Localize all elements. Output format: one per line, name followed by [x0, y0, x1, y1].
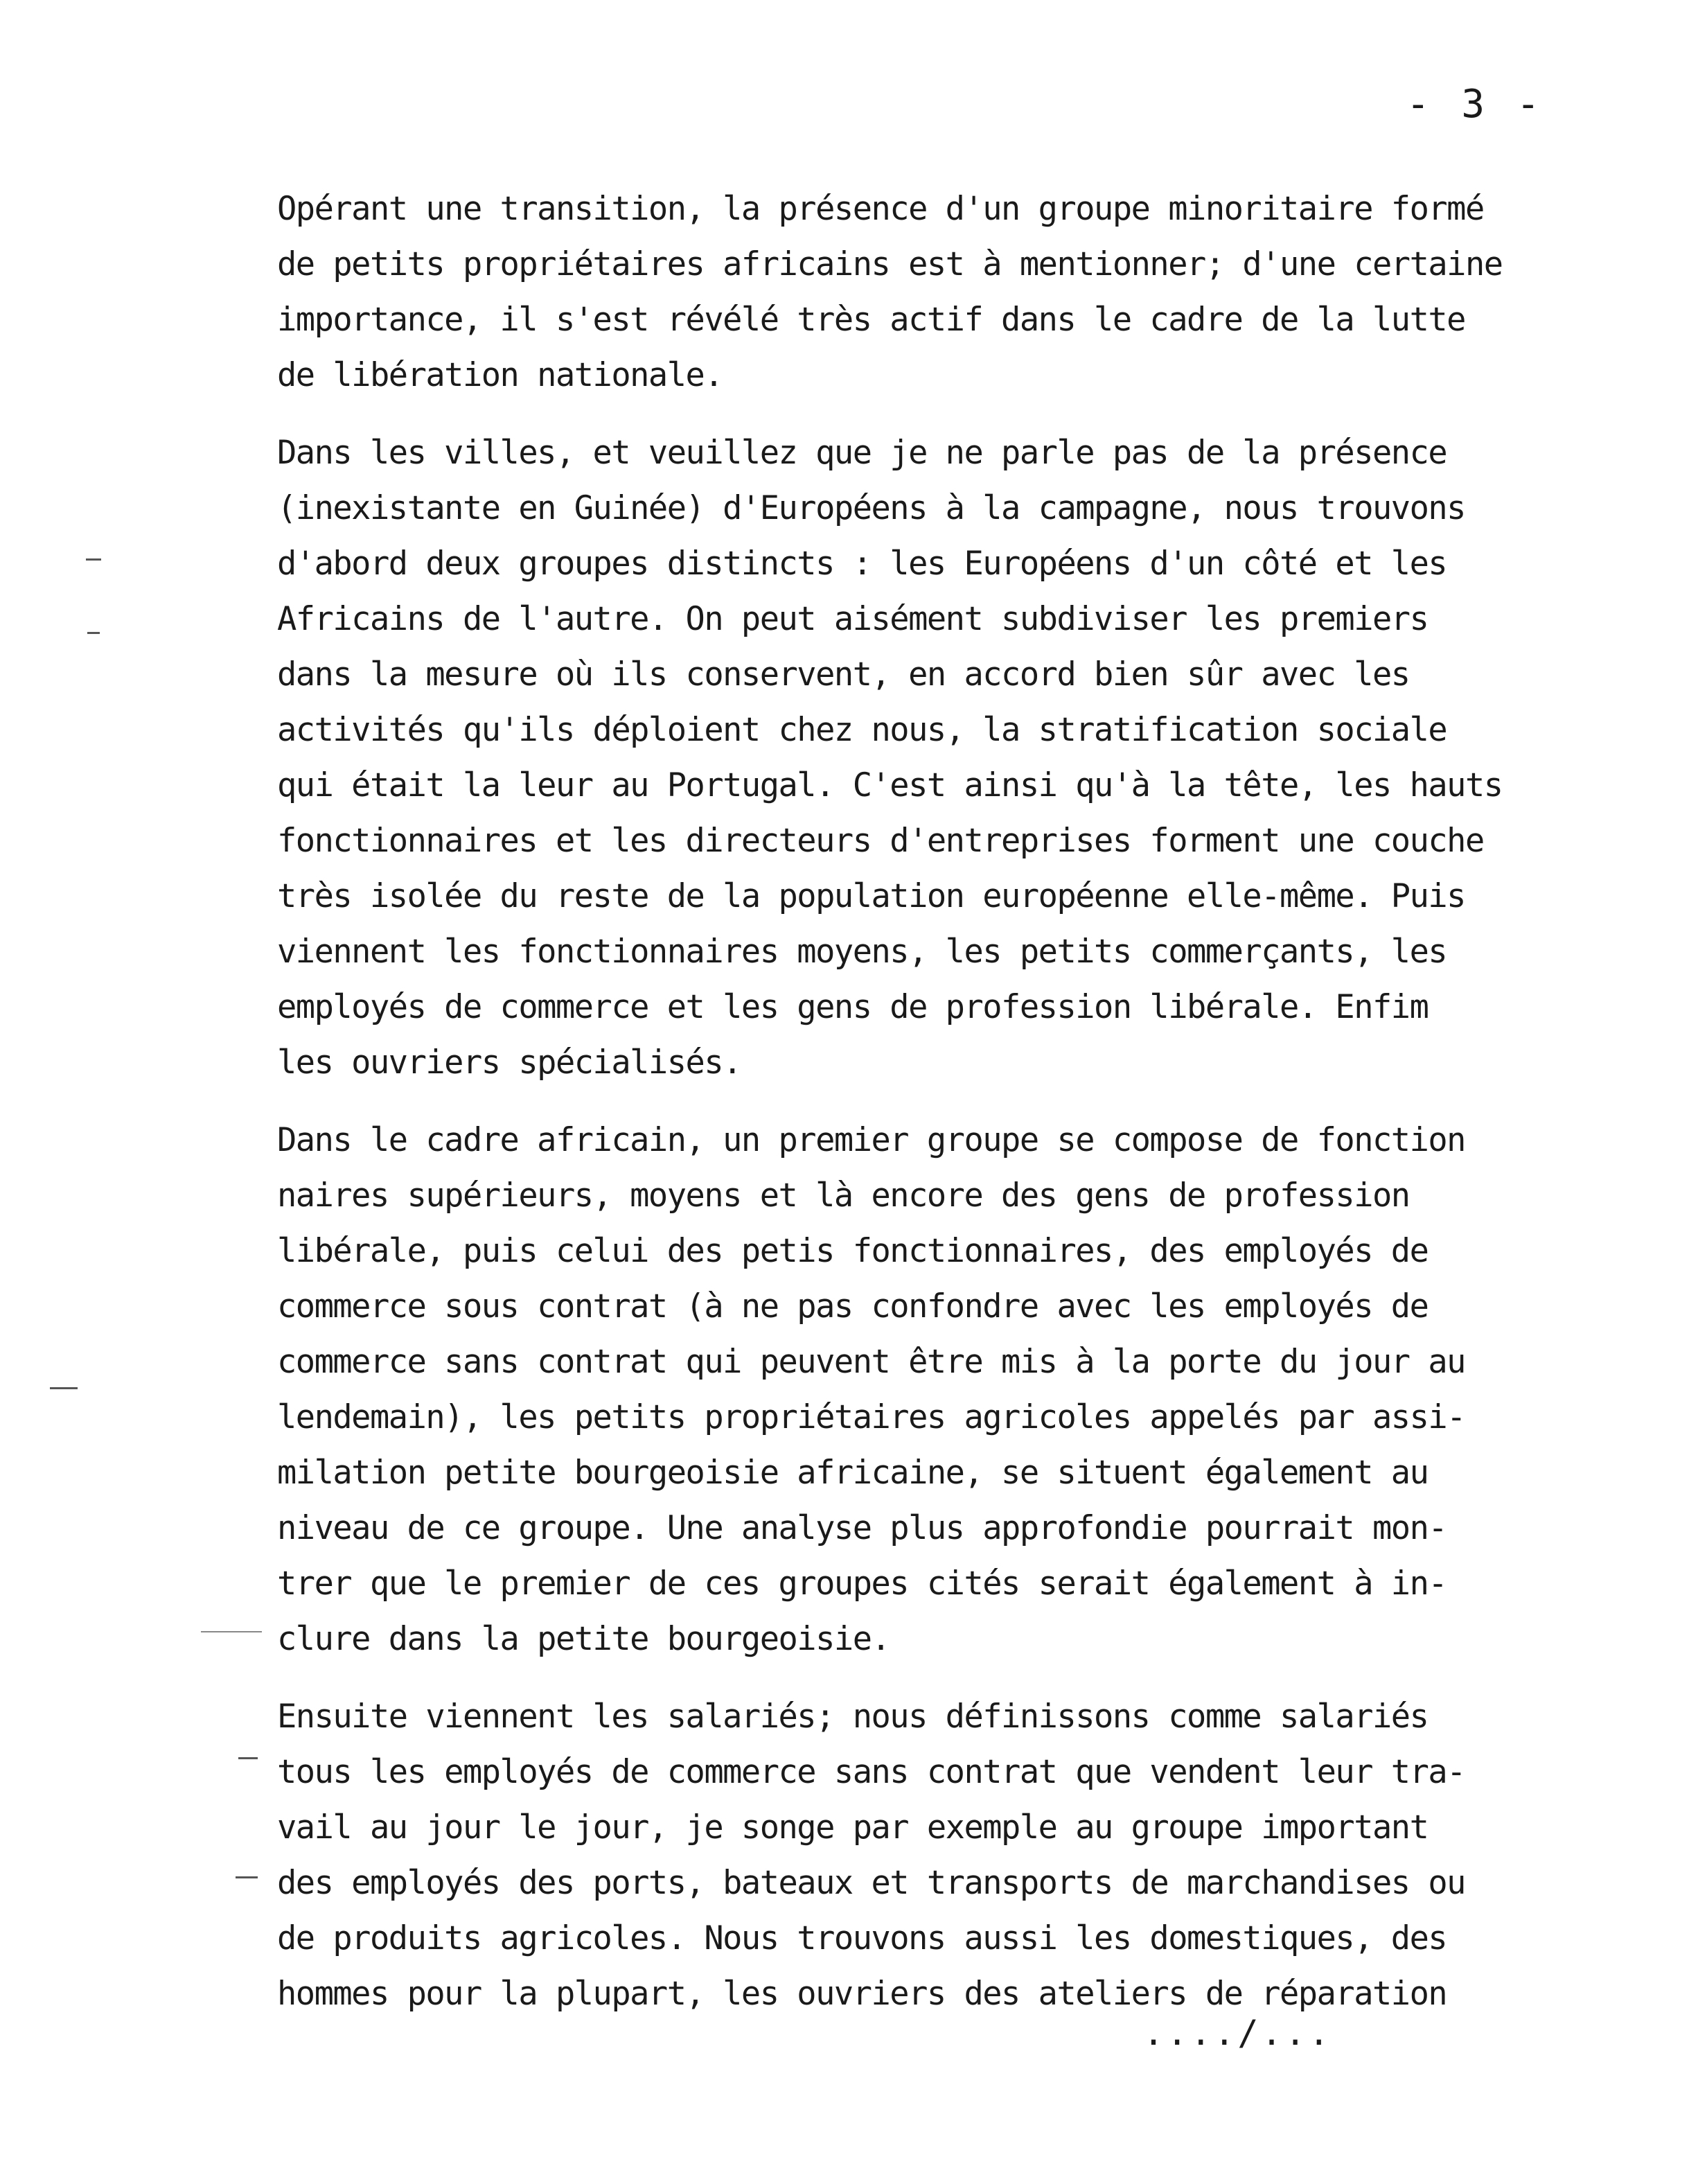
- text-line: fonctionnaires et les directeurs d'entreprises forment une couche: [277, 822, 1484, 860]
- text-line: de libération nationale.: [277, 356, 723, 394]
- text-line: Africains de l'autre. On peut aisément subdiviser les premiers: [277, 600, 1429, 638]
- page-number: - 3 -: [1406, 82, 1544, 127]
- margin-mark: [238, 1757, 258, 1759]
- text-line: importance, il s'est révélé très actif dans le cadre de la lutte: [277, 301, 1465, 339]
- margin-mark: [201, 1631, 262, 1632]
- text-line: activités qu'ils déploient chez nous, la stratification sociale: [277, 711, 1447, 749]
- text-line: niveau de ce groupe. Une analyse plus approfondie pourrait mon-: [277, 1509, 1447, 1547]
- text-line: lendemain), les petits propriétaires agricoles appelés par assi-: [277, 1398, 1465, 1436]
- paragraph: [277, 1689, 1635, 2022]
- text-line: dans la mesure où ils conservent, en accord bien sûr avec les: [277, 655, 1410, 694]
- text-line: vail au jour le jour, je songe par exemple au groupe important: [277, 1808, 1429, 1847]
- body-text: [277, 182, 1635, 2044]
- text-line: employés de commerce et les gens de profession libérale. Enfim: [277, 988, 1429, 1026]
- text-line: de petits propriétaires africains est à mentionner; d'une certaine: [277, 245, 1503, 283]
- margin-mark: [86, 558, 101, 561]
- text-line: les ouvriers spécialisés.: [277, 1043, 741, 1082]
- text-line: viennent les fonctionnaires moyens, les petits commerçants, les: [277, 933, 1447, 971]
- text-line: d'abord deux groupes distincts : les Européens d'un côté et les: [277, 545, 1447, 583]
- text-line: trer que le premier de ces groupes cités serait également à in-: [277, 1565, 1447, 1603]
- margin-mark: [87, 632, 100, 634]
- text-line: très isolée du reste de la population européenne elle-même. Puis: [277, 877, 1465, 915]
- text-line: Ensuite viennent les salariés; nous définissons comme salariés: [277, 1698, 1429, 1736]
- margin-mark: [236, 1876, 258, 1878]
- continuation-marker: ..../...: [1143, 2013, 1332, 2053]
- text-line: commerce sous contrat (à ne pas confondre avec les employés de: [277, 1287, 1429, 1326]
- text-line: de produits agricoles. Nous trouvons aussi les domestiques, des: [277, 1919, 1447, 1957]
- text-line: tous les employés de commerce sans contrat que vendent leur tra-: [277, 1753, 1465, 1791]
- text-line: Dans les villes, et veuillez que je ne parle pas de la présence: [277, 434, 1447, 472]
- text-line: Dans le cadre africain, un premier groupe se compose de fonction: [277, 1121, 1465, 1159]
- paragraph: [277, 1113, 1635, 1667]
- margin-mark: [50, 1387, 78, 1389]
- text-line: milation petite bourgeoisie africaine, se situent également au: [277, 1454, 1429, 1492]
- text-line: hommes pour la plupart, les ouvriers des ateliers de réparation: [277, 1975, 1447, 2013]
- paragraph: [277, 182, 1635, 403]
- text-line: libérale, puis celui des petis fonctionnaires, des employés de: [277, 1232, 1429, 1270]
- text-line: naires supérieurs, moyens et là encore des gens de profession: [277, 1177, 1410, 1215]
- text-line: Opérant une transition, la présence d'un groupe minoritaire formé: [277, 190, 1484, 228]
- text-line: qui était la leur au Portugal. C'est ainsi qu'à la tête, les hauts: [277, 766, 1503, 804]
- text-line: commerce sans contrat qui peuvent être mis à la porte du jour au: [277, 1343, 1465, 1381]
- paragraph: [277, 425, 1635, 1091]
- text-line: clure dans la petite bourgeoisie.: [277, 1620, 890, 1658]
- text-line: (inexistante en Guinée) d'Européens à la campagne, nous trouvons: [277, 489, 1465, 527]
- text-line: des employés des ports, bateaux et transports de marchandises ou: [277, 1864, 1465, 1902]
